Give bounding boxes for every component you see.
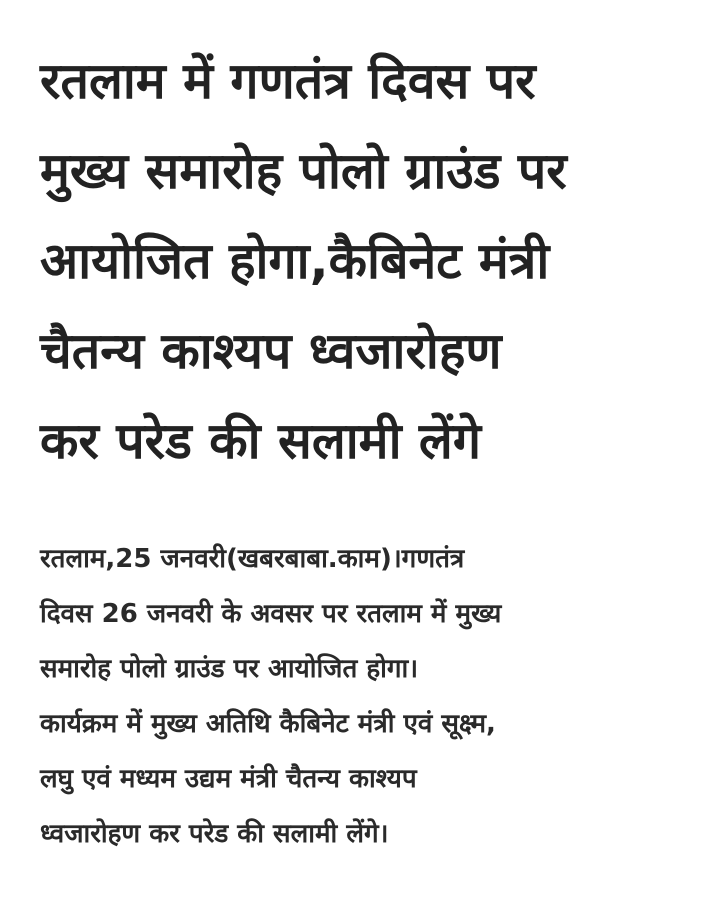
headline-line: आयोजित होगा,कैबिनेट मंत्री — [40, 232, 550, 290]
headline-line: मुख्य समारोह पोलो ग्राउंड पर — [40, 142, 567, 200]
body-line: लघु एवं मध्यम उद्यम मंत्री चैतन्य काश्यप — [40, 764, 417, 794]
news-article — [40, 36, 700, 862]
body-line: दिवस 26 जनवरी के अवसर पर रतलाम में मुख्य — [40, 599, 502, 629]
body-line: ध्वजारोहण कर परेड की सलामी लेंगे। — [40, 819, 389, 849]
body-line: कार्यक्रम में मुख्य अतिथि कैबिनेट मंत्री एवं सूक्ष्म, — [40, 709, 496, 739]
body-line: समारोह पोलो ग्राउंड पर आयोजित होगा। — [40, 654, 419, 684]
headline-line: रतलाम में गणतंत्र दिवस पर — [40, 52, 536, 110]
headline-line: चैतन्य काश्यप ध्वजारोहण — [40, 322, 502, 380]
headline-line: कर परेड की सलामी लेंगे — [40, 412, 481, 470]
body-line: रतलाम,25 जनवरी(खबरबाबा.काम)।गणतंत्र — [40, 544, 465, 574]
article-body — [40, 532, 700, 862]
article-headline — [40, 36, 700, 486]
